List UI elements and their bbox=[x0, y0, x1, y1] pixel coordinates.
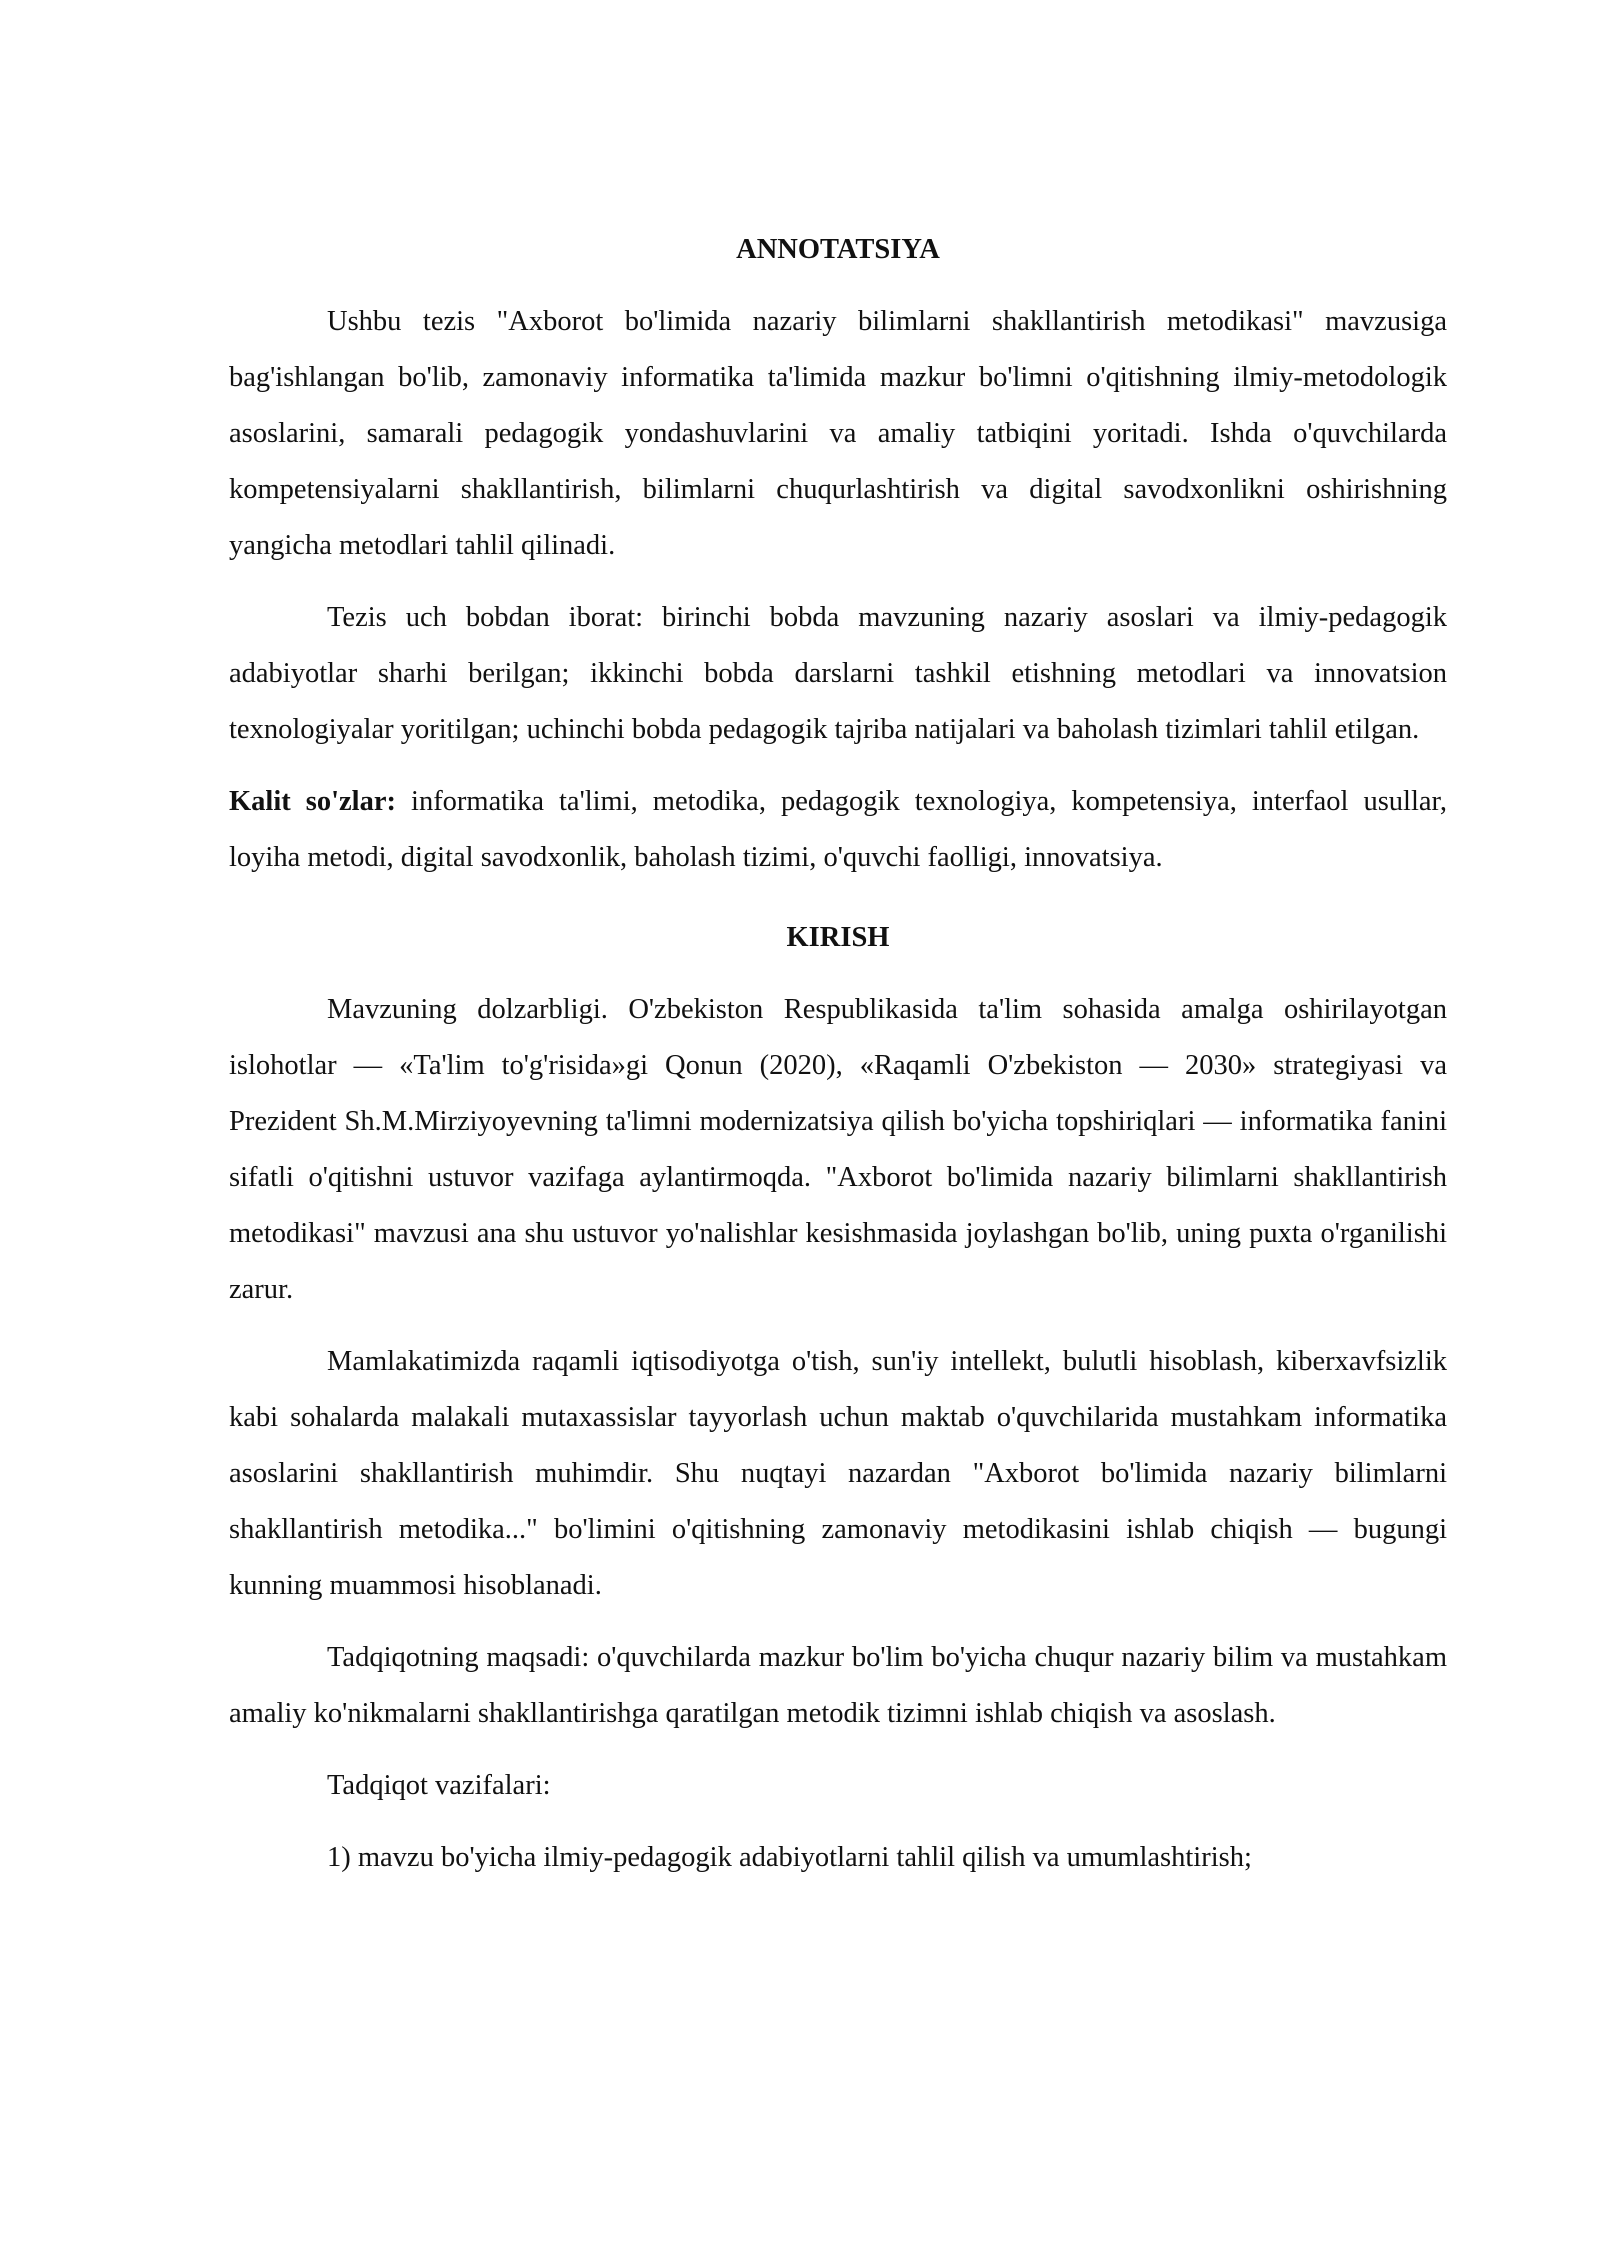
keywords-label: Kalit so'zlar: bbox=[229, 786, 396, 817]
annotation-paragraph-1: Ushbu tezis "Axborot bo'limida nazariy bilimlarni shakllantirish metodikasi" mavzusiga bag'ishlangan bo'lib, zamonaviy informatika ta'limida mazkur bo'limni o'qitishning ilmiy-metodologik asoslarini, samarali pedagogik yondashuvlarini va amaliy tatbiqini yoritadi. Ishda o'quvchilarda kompetensiyalarni shakllantirish, bilimlarni chuqurlashtirish va digital savodxonlikni oshirishning yangicha metodlari tahlil qilinadi. bbox=[229, 306, 1447, 561]
page-content bbox=[229, 222, 1447, 1886]
introduction-paragraph-1: Mavzuning dolzarbligi. O'zbekiston Respublikasida ta'lim sohasida amalga oshirilayotgan islohotlar — «Ta'lim to'g'risida»gi Qonun (2020), «Raqamli O'zbekiston — 2030» strategiyasi va Prezident Sh.M.Mirziyoyevning ta'limni modernizatsiya qilish bo'yicha topshiriqlari — informatika fanini sifatli o'qitishni ustuvor vazifaga aylantirmoqda. "Axborot bo'limida nazariy bilimlarni shakllantirish metodikasi" mavzusi ana shu ustuvor yo'nalishlar kesishmasida joylashgan bo'lib, uning puxta o'rganilishi zarur. bbox=[229, 994, 1447, 1305]
keywords-text: informatika ta'limi, metodika, pedagogik texnologiya, kompetensiya, interfaol usullar, loyiha metodi, digital savodxonlik, baholash tizimi, o'quvchi faolligi, innovatsiya. bbox=[229, 786, 1447, 873]
introduction-paragraph-2: Mamlakatimizda raqamli iqtisodiyotga o'tish, sun'iy intellekt, bulutli hisoblash, kiberxavfsizlik kabi sohalarda malakali mutaxassislar tayyorlash uchun maktab o'quvchilarida mustahkam informatika asoslarini shakllantirish muhimdir. Shu nuqtayi nazardan "Axborot bo'limida nazariy bilimlarni shakllantirish metodika..." bo'limini o'qitishning zamonaviy metodikasini ishlab chiqish — bugungi kunning muammosi hisoblanadi. bbox=[229, 1346, 1447, 1601]
keywords-paragraph bbox=[229, 774, 1447, 886]
annotation-paragraph-2: Tezis uch bobdan iborat: birinchi bobda mavzuning nazariy asoslari va ilmiy-pedagogik adabiyotlar sharhi berilgan; ikkinchi bobda darslarni tashkil etishning metodlari va innovatsion texnologiyalar yoritilgan; uchinchi bobda pedagogik tajriba natijalari va baholash tizimlari tahlil etilgan. bbox=[229, 602, 1447, 745]
tasks-heading: Tadqiqot vazifalari: bbox=[327, 1770, 551, 1801]
task-item-1: 1) mavzu bo'yicha ilmiy-pedagogik adabiyotlarni tahlil qilish va umumlashtirish; bbox=[327, 1842, 1252, 1873]
annotation-heading: ANNOTATSIYA bbox=[736, 234, 940, 265]
introduction-paragraph-3: Tadqiqotning maqsadi: o'quvchilarda mazkur bo'lim bo'yicha chuqur nazariy bilim va mustahkam amaliy ko'nikmalarni shakllantirishga qaratilgan metodik tizimni ishlab chiqish va asoslash. bbox=[229, 1642, 1447, 1729]
introduction-heading: KIRISH bbox=[786, 922, 890, 953]
